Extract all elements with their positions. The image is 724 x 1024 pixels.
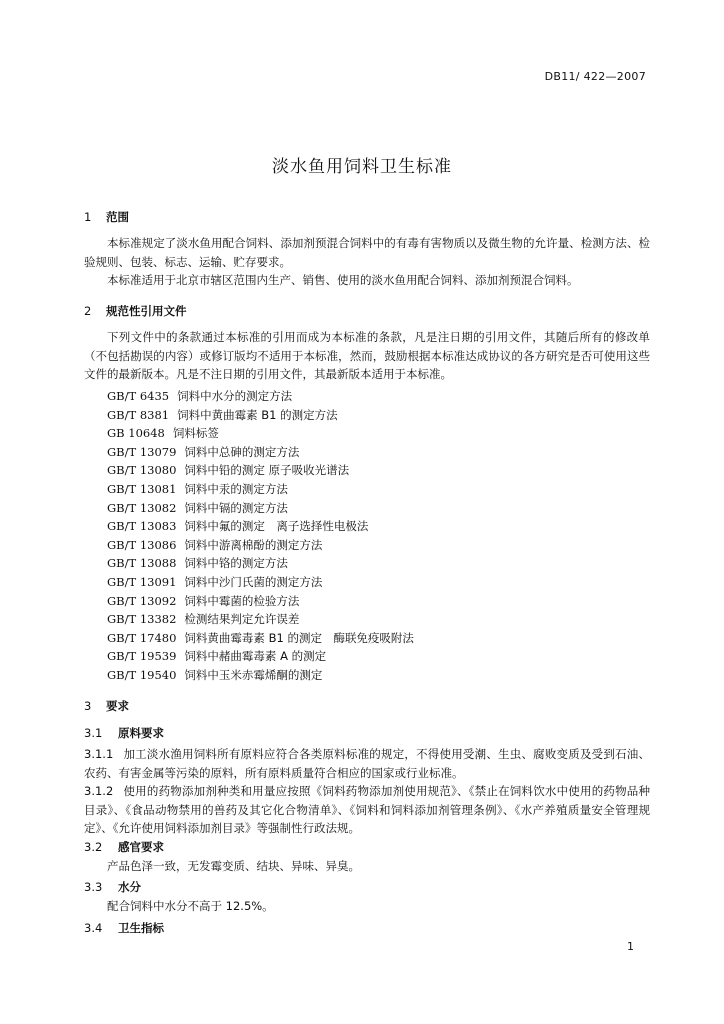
references-intro-paragraph: 下列文件中的条款通过本标准的引用而成为本标准的条款，凡是注日期的引用文件，其随后所有的修改单（不包括勘误的内容）或修订版均不适用于本标准，然而，鼓励根据本标准达成协议的各方研究是否可使用这些文件的最新版本。凡是不注日期的引用文件，其最新版本适用于本标准。 bbox=[84, 330, 650, 382]
reference-code: GB/T 13082 bbox=[107, 500, 177, 515]
reference-code: GB/T 13080 bbox=[107, 463, 177, 478]
reference-code: GB/T 13382 bbox=[107, 612, 177, 627]
subsection-number: 3.4 bbox=[84, 921, 103, 935]
reference-code: GB/T 13086 bbox=[107, 537, 177, 552]
section-heading-scope bbox=[84, 209, 129, 225]
reference-title: 饲料中沙门氏菌的测定方法 bbox=[184, 574, 323, 589]
reference-item bbox=[107, 499, 414, 518]
subsection-title: 卫生指标 bbox=[118, 921, 164, 935]
reference-code: GB/T 13083 bbox=[107, 519, 177, 534]
section-heading-references bbox=[84, 303, 187, 319]
subsection-number: 3.1 bbox=[84, 726, 103, 740]
page-number: 1 bbox=[627, 940, 634, 953]
reference-code: GB/T 13091 bbox=[107, 574, 177, 589]
scope-paragraph-2: 本标准适用于北京市辖区范围内生产、销售、使用的淡水鱼用配合饲料、添加剂预混合饲料。 bbox=[107, 273, 579, 287]
reference-title: 饲料中汞的测定方法 bbox=[184, 481, 288, 496]
reference-title: 饲料中铅的测定 原子吸收光谱法 bbox=[184, 463, 350, 478]
reference-item bbox=[107, 443, 414, 462]
reference-title: 饲料中总砷的测定方法 bbox=[184, 444, 300, 459]
section-title: 规范性引用文件 bbox=[106, 304, 187, 318]
reference-title: 饲料标签 bbox=[172, 426, 219, 441]
section-title: 要求 bbox=[106, 699, 129, 713]
reference-item bbox=[107, 461, 414, 480]
document-code: DB11/ 422—2007 bbox=[544, 70, 646, 83]
subsection-heading-moisture bbox=[84, 879, 141, 895]
reference-list bbox=[107, 387, 414, 685]
clause-number: 3.1.1 bbox=[84, 747, 114, 761]
reference-code: GB/T 19540 bbox=[107, 667, 177, 682]
clause-text: 加工淡水渔用饲料所有原料应符合各类原料标准的规定，不得使用受潮、生虫、腐败变质及受到石油、农药、有害金属等污染的原料，所有原料质量符合相应的国家或行业标准。 bbox=[84, 747, 650, 780]
reference-code: GB/T 8381 bbox=[107, 407, 170, 422]
clause-text: 使用的药物添加剂种类和用量应按照《饲料药物添加剂使用规范》、《禁止在饲料饮水中使用的药物品种目录》、《食品动物禁用的兽药及其它化合物清单》、《饲料和饲料添加剂管理条例》、《水产养殖质量安全管理规定》、《允许使用饲料添加剂目录》等强制性行政法规。 bbox=[84, 784, 650, 836]
reference-item bbox=[107, 536, 414, 555]
section-title: 范围 bbox=[106, 210, 129, 224]
reference-item bbox=[107, 554, 414, 573]
subsection-title: 感官要求 bbox=[118, 840, 164, 854]
document-title: 淡水鱼用饲料卫生标准 bbox=[272, 157, 452, 177]
reference-code: GB/T 17480 bbox=[107, 630, 177, 645]
reference-code: GB/T 13081 bbox=[107, 481, 177, 496]
reference-title: 饲料中霉菌的检验方法 bbox=[184, 593, 300, 608]
reference-title: 饲料中赭曲霉毒素 A 的测定 bbox=[184, 649, 327, 664]
reference-title: 饲料中玉米赤霉烯酮的测定 bbox=[184, 667, 323, 682]
reference-item bbox=[107, 610, 414, 629]
moisture-paragraph: 配合饲料中水分不高于 12.5%。 bbox=[107, 899, 274, 913]
subsection-number: 3.2 bbox=[84, 840, 103, 854]
reference-item bbox=[107, 666, 414, 685]
reference-code: GB/T 13088 bbox=[107, 556, 177, 571]
reference-code: GB/T 13092 bbox=[107, 593, 177, 608]
reference-title: 饲料中游离棉酚的测定方法 bbox=[184, 537, 323, 552]
reference-title: 饲料中黄曲霉素 B1 的测定方法 bbox=[177, 407, 338, 422]
reference-item bbox=[107, 387, 414, 406]
reference-title: 饲料黄曲霉毒素 B1 的测定 酶联免疫吸附法 bbox=[184, 630, 414, 645]
section-number: 2 bbox=[84, 304, 92, 318]
reference-item bbox=[107, 647, 414, 666]
subsection-heading-hygiene bbox=[84, 920, 164, 936]
subsection-title: 原料要求 bbox=[118, 726, 164, 740]
scope-paragraph-1: 本标准规定了淡水鱼用配合饲料、添加剂预混合饲料中的有毒有害物质以及微生物的允许量、检测方法、检验规则、包装、标志、运输、贮存要求。 bbox=[84, 236, 650, 269]
reference-code: GB 10648 bbox=[107, 426, 165, 441]
reference-item bbox=[107, 424, 414, 443]
clause-3-1-1 bbox=[84, 745, 650, 782]
section-number: 1 bbox=[84, 210, 92, 224]
reference-item bbox=[107, 517, 414, 536]
reference-title: 饲料中镉的测定方法 bbox=[184, 500, 288, 515]
reference-item bbox=[107, 629, 414, 648]
reference-title: 饲料中水分的测定方法 bbox=[177, 389, 293, 403]
subsection-heading-raw-materials bbox=[84, 725, 164, 741]
section-number: 3 bbox=[84, 699, 92, 713]
subsection-title: 水分 bbox=[118, 880, 141, 894]
reference-item bbox=[107, 480, 414, 499]
section-heading-requirements bbox=[84, 698, 129, 714]
subsection-number: 3.3 bbox=[84, 880, 103, 894]
reference-code: GB/T 6435 bbox=[107, 389, 170, 403]
clause-number: 3.1.2 bbox=[84, 784, 114, 798]
reference-code: GB/T 19539 bbox=[107, 649, 177, 664]
subsection-heading-sensory bbox=[84, 839, 164, 855]
reference-title: 饲料中氟的测定 离子选择性电极法 bbox=[184, 519, 369, 534]
reference-title: 饲料中铬的测定方法 bbox=[184, 556, 288, 571]
clause-3-1-2 bbox=[84, 782, 650, 838]
reference-title: 检测结果判定允许误差 bbox=[184, 612, 300, 627]
reference-item bbox=[107, 406, 414, 425]
reference-item bbox=[107, 592, 414, 611]
sensory-paragraph: 产品色泽一致，无发霉变质、结块、异味、异臭。 bbox=[107, 859, 360, 873]
reference-item bbox=[107, 573, 414, 592]
reference-code: GB/T 13079 bbox=[107, 444, 177, 459]
